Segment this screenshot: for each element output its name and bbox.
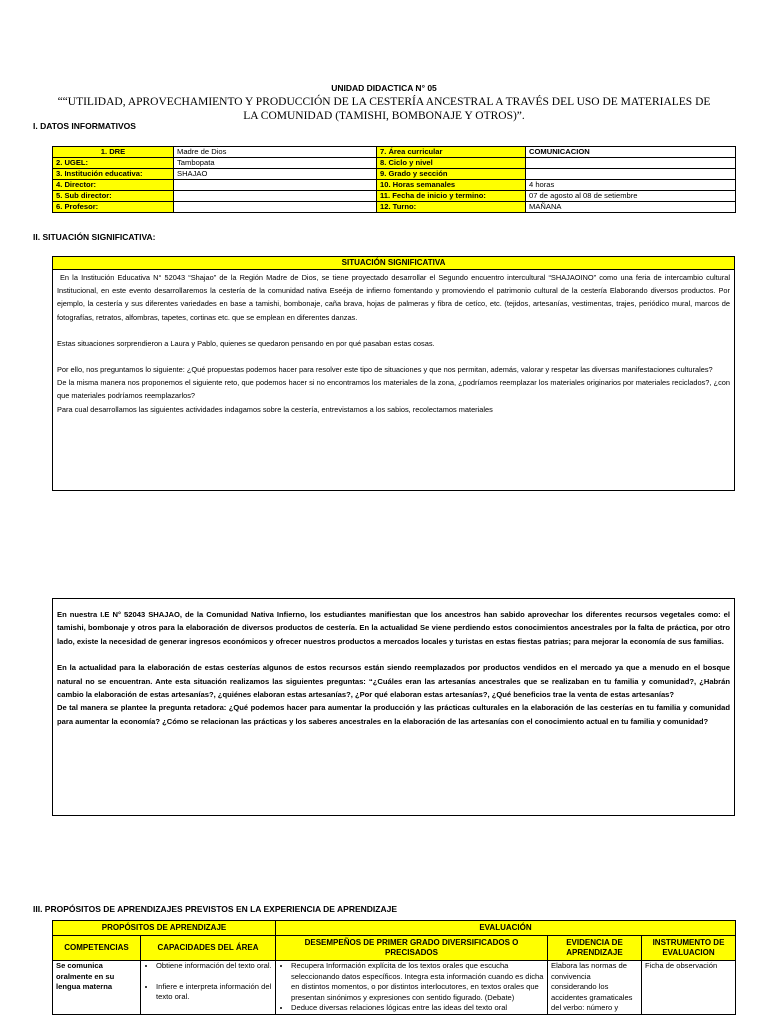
- datos-value: [174, 202, 377, 213]
- datos-informativos-table: [52, 146, 736, 213]
- datos-row: [53, 158, 736, 169]
- situacion-significativa-box: [52, 256, 735, 491]
- datos-value: 4 horas: [526, 180, 736, 191]
- context-paragraph-2: En la actualidad para la elaboración de estas cesterías algunos de estos recursos están siendo reemplazados por productos vendidos en el mercado ya que a menudo en el bosque natural no se encuentran. Ante esta situación realizamos las siguientes preguntas: “¿Cuáles eran las artesanías ancestrales que se realizaban en tu familia y comunidad?, ¿Habrán cambio la elaboración de estas artesanías?, ¿quiénes elaboran estas artesanías?, ¿Por qué elaboran estas artesanías?, ¿Qué beneficios trae la venta de estas artesanías?: [57, 663, 730, 700]
- datos-label: 6. Profesor:: [53, 202, 174, 213]
- header-evidencia: EVIDENCIA DE APRENDIZAJE: [548, 936, 642, 961]
- header-capacidades: CAPACIDADES DEL ÁREA: [141, 936, 276, 961]
- header-propositos: PROPÓSITOS DE APRENDIZAJE: [53, 921, 276, 936]
- evidencia-cell: Elabora las normas de convivencia considerando los accidentes gramaticales del verbo: número y: [548, 961, 642, 1015]
- datos-row: [53, 191, 736, 202]
- datos-label: 2. UGEL:: [53, 158, 174, 169]
- datos-value: Tambopata: [174, 158, 377, 169]
- datos-value: MAÑANA: [526, 202, 736, 213]
- datos-value: SHAJAO: [174, 169, 377, 180]
- datos-row: [53, 147, 736, 158]
- context-paragraph-3: De tal manera se plantee la pregunta retadora: ¿Qué podemos hacer para aumentar la producción y las prácticas culturales en la elaboración de las cesterías en tu familia y comunidad para aumentar la economía? ¿Cómo se relacionan las prácticas y los saberes ancestrales en la elaboración de las artesanías con el conocimiento actual en tu familia y comunidad?: [57, 703, 730, 726]
- datos-label: 1. DRE: [53, 147, 174, 158]
- datos-row: [53, 202, 736, 213]
- datos-label: 4. Director:: [53, 180, 174, 191]
- datos-label: 12. Turno:: [377, 202, 526, 213]
- situacion-paragraph-5: Para cual desarrollamos las siguientes actividades indagamos sobre la cestería, entrevistamos a los sabios, recolectamos materiales: [57, 404, 493, 414]
- datos-label: 3. Institución educativa:: [53, 169, 174, 180]
- datos-value: Madre de Dios: [174, 147, 377, 158]
- situacion-paragraph-2: Estas situaciones sorprendieron a Laura y Pablo, quienes se quedaron pensando en por qué pasaban estas cosas.: [57, 338, 435, 348]
- datos-label: 5. Sub director:: [53, 191, 174, 202]
- capacidades-cell: [141, 961, 276, 1015]
- datos-value: [526, 158, 736, 169]
- context-box: [52, 598, 735, 816]
- datos-value: COMUNICACION: [526, 147, 736, 158]
- datos-label: 8. Ciclo y nivel: [377, 158, 526, 169]
- header-desempenos: DESEMPEÑOS DE PRIMER GRADO DIVERSIFICADOS O PRECISADOS: [276, 936, 548, 961]
- instrumento-cell: Ficha de observación: [642, 961, 736, 1015]
- document-title: ““UTILIDAD, APROVECHAMIENTO Y PRODUCCIÓN DE LA CESTERÍA ANCESTRAL A TRAVÉS DEL USO DE MATERIALES DE LA COMUNIDAD (TAMISHI, BOMBONAJE Y OTROS)”.: [57, 96, 711, 122]
- datos-value: [526, 169, 736, 180]
- desempeno-item: • Deduce diversas relaciones lógicas entre las ideas del texto oral: [291, 1003, 544, 1014]
- desempenos-cell: [276, 961, 548, 1015]
- datos-label: 11. Fecha de inicio y termino:: [377, 191, 526, 202]
- capacidad-item: • Obtiene información del texto oral.: [156, 961, 272, 972]
- datos-row: [53, 180, 736, 191]
- datos-value: 07 de agosto al 08 de setiembre: [526, 191, 736, 202]
- desempeno-item: • Recupera Información explícita de los textos orales que escucha seleccionando datos específicos. Integra esta información cuando es dicha en distintos momentos, o por distintos interlocutores, en textos orales que presentan sinónimos y expresiones con sentido figurado. (Debate): [291, 961, 544, 1003]
- competencia-cell: Se comunica oralmente en su lengua materna: [53, 961, 141, 1015]
- situacion-paragraph-4: De la misma manera nos proponemos el siguiente reto, que podemos hacer si no encontramos los materiales de la zona, ¿podríamos reemplazar los materiales originarios por materiales reciclados?, ¿con que materiales podríamos reemplazarlos?: [57, 378, 730, 401]
- datos-label: 7. Área curricular: [377, 147, 526, 158]
- section-3-title: III. PROPÓSITOS DE APRENDIZAJES PREVISTOS EN LA EXPERIENCIA DE APRENDIZAJE: [33, 904, 397, 914]
- datos-label: 10. Horas semanales: [377, 180, 526, 191]
- unit-number: UNIDAD DIDACTICA N° 05: [331, 83, 437, 93]
- datos-value: [174, 191, 377, 202]
- header-evaluacion: EVALUACIÓN: [276, 921, 736, 936]
- header-instrumento: INSTRUMENTO DE EVALUACION: [642, 936, 736, 961]
- section-1-title: I. DATOS INFORMATIVOS: [33, 121, 136, 131]
- situacion-title-bar: SITUACIÓN SIGNIFICATIVA: [53, 257, 734, 270]
- section-2-title: II. SITUACIÓN SIGNIFICATIVA:: [33, 232, 156, 242]
- datos-row: [53, 169, 736, 180]
- capacidad-item: • Infiere e interpreta información del texto oral.: [156, 982, 272, 1003]
- datos-value: [174, 180, 377, 191]
- datos-label: 9. Grado y sección: [377, 169, 526, 180]
- propositos-table: [52, 920, 736, 1015]
- context-paragraph-1: En nuestra I.E N° 52043 SHAJAO, de la Comunidad Nativa Infierno, los estudiantes manifiestan que los ancestros han sabido aprovechar los diferentes recursos vegetales como: el tamishi, bombonaje y otros para la elaboración de diversos productos de cestería. En la actualidad Se viene perdiendo estos conocimientos ancestrales por la falta de práctica, por otro lado, existe la necesidad de generar ingresos económicos y ofrecer nuestros productos a mercados locales y turistas en estas fiestas patrias; para mejorar la economía de sus familias.: [57, 610, 730, 646]
- situacion-paragraph-3: Por ello, nos preguntamos lo siguiente: ¿Qué propuestas podemos hacer para resolver este tipo de situaciones y que nos permitan, además, valorar y respetar las diversas manifestaciones culturales?: [57, 365, 713, 375]
- situacion-paragraph-1: En la Institución Educativa N° 52043 “Shajao” de la Región Madre de Dios, se tiene proyectado desarrollar el Segundo encuentro intercultural “SHAJAOINO” como una feria de intercambio cultural Institucional, en este evento desarrollaremos la cestería de la comunidad nativa Eseéja de infierno fomentando y promoviendo el patrimonio cultural de la cestería Elaborando diversos productos. Por ejemplo, la cestería y sus diferentes variedades en base a tamishi, bombonaje, caña brava, hojas de palmeras y fibra de cetíco, etc. (tejidos, artesanías, vestimentas, trajes, periódico mural, marcos de fotografías, retratos, alfombras, tapetes, cortinas etc. que se emplean en diferentes danzas.: [57, 273, 730, 322]
- header-competencias: COMPETENCIAS: [53, 936, 141, 961]
